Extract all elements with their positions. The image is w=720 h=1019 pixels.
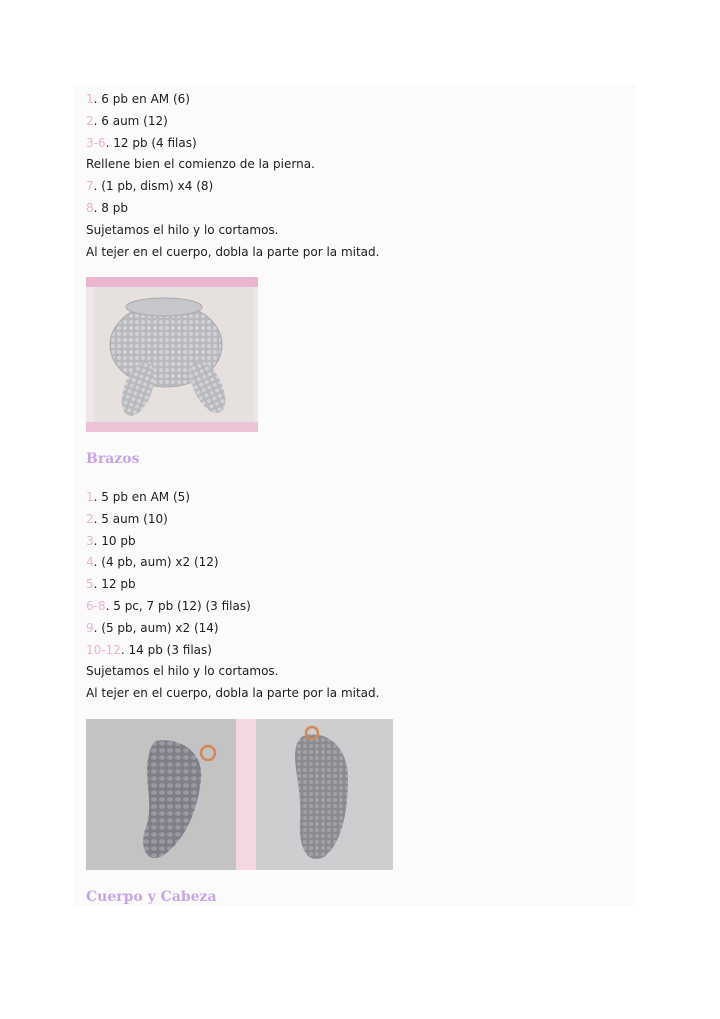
legs-step-8: 8. 8 pb [86, 200, 128, 215]
arms-step-3: 3. 10 pb [86, 533, 136, 548]
arms-step-1: 1. 5 pb en AM (5) [86, 490, 190, 504]
legs-photo [86, 277, 258, 432]
arms-step-9: 9. (5 pb, aum) x2 (14) [86, 620, 219, 635]
legs-note-cut: Sujetamos el hilo y lo cortamos. [86, 222, 279, 237]
arms-note-cut: Sujetamos el hilo y lo cortamos. [86, 664, 279, 679]
arms-step-2: 2. 5 aum (10) [86, 511, 168, 526]
legs-step-3-6: 3-6. 12 pb (4 filas) [86, 135, 197, 150]
legs-step-2: 2. 6 aum (12) [86, 113, 168, 128]
arms-step-6-8: 6-8. 5 pc, 7 pb (12) (3 filas) [86, 598, 251, 613]
legs-step-7: 7. (1 pb, dism) x4 (8) [86, 179, 214, 194]
arms-step-4: 4. (4 pb, aum) x2 (12) [86, 555, 219, 570]
legs-note-fold: Al tejer en el cuerpo, dobla la parte por la mitad. [86, 244, 380, 259]
arms-heading: Brazos [86, 451, 140, 467]
body-head-heading: Cuerpo y Cabeza [86, 889, 217, 905]
arms-step-10-12: 10-12. 14 pb (3 filas) [86, 642, 212, 657]
arms-photo [86, 719, 393, 870]
legs-step-1: 1. 6 pb en AM (6) [86, 92, 190, 106]
arms-instructions [86, 487, 626, 705]
legs-note-fill: Rellene bien el comienzo de la pierna. [86, 157, 315, 172]
legs-instructions [86, 89, 626, 263]
arms-note-fold: Al tejer en el cuerpo, dobla la parte por la mitad. [86, 686, 380, 701]
arms-step-5: 5. 12 pb [86, 577, 136, 592]
